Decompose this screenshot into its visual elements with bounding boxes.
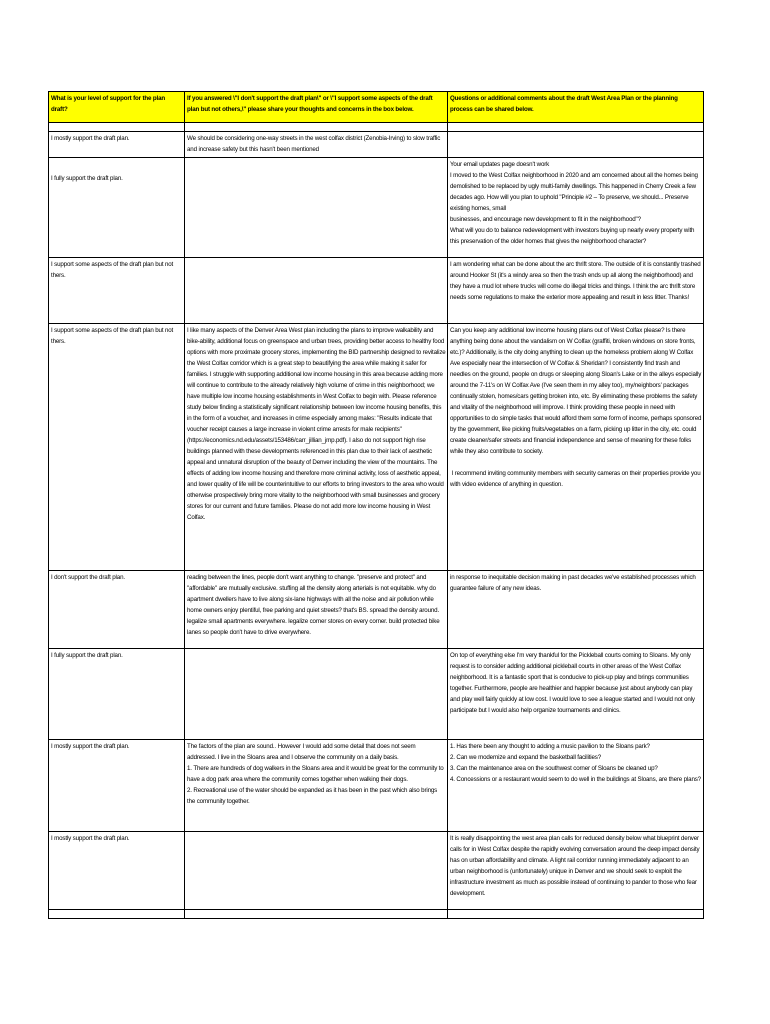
comments-cell: Your email updates page doesn't work I moved to the West Colfax neighborhood in 2020 and am concerned about all the homes being demolished to be replaced by ugly multi-family dwellings. This happened in Cherry Creek a few decades ago. How will you plan to uphold "Principle #2 – To preserve, we should... Preserve existing homes, small businesses, and encourage new development to fit in the neighborhood"? What will you do to balance redevelopment with investors buying up nearly every property with this preservation of the older homes that gives the neighborhood character? xyxy=(448,158,704,258)
header-comments: Questions or additional comments about the draft West Area Plan or the planning process can be shared below. xyxy=(448,92,704,123)
concerns-cell: reading between the lines, people don't want anything to change. "preserve and protect" and "affordable" are mutually exclusive. stuffing all the density along arterials is not equitable. why do apartment dwellers have to live along six-lane highways with all the noise and air pollution while home owners enjoy plentiful, free parking and quiet streets? that's BS. spread the density around. legalize small apartments everywhere. legalize corner stores on every corner. build protected bike lanes so people don't have to drive everywhere. xyxy=(185,571,448,649)
concerns-cell xyxy=(185,649,448,740)
table-row xyxy=(49,158,704,258)
comments-cell: Can you keep any additional low income housing plans out of West Colfax please? Is there anything being done about the vandalism on W Colfax (graffiti, broken windows on store fronts, etc.)? Additionally, is the city doing anything to clean up the homeless problem along W Colfax Ave especially near the intersection of W Colfax & Sheridan? I consistently find trash and needles on the ground, people on drugs or sleeping along Sloan's Lake or in the alleys especially around the 7-11's on W Colfax Ave (I've seen them in my alley too), my/neighbors' packages continually stolen, homes/cars getting broken into, etc. By eliminating these problems the safety and vitality of the neighborhood will improve. I think providing these people in need with opportunities to do simple tasks that would afford them some form of income, perhaps sponsored by the government, like picking fruits/vegetables on a farm, picking up litter in the city, etc. could create cleaner/safer streets and financial independence and sense of meaning for these folks while they also contribute to society. I recommend inviting community members with security cameras on their properties provide you with video evidence of anything in question. xyxy=(448,324,704,571)
table-row xyxy=(49,832,704,910)
concerns-cell: The factors of the plan are sound.. However I would add some detail that does not seem addressed. I live in the Sloans area and I observe the community on a daily basis. 1. There are hundreds of dog walkers in the Sloans area and it would be great for the community to have a dog park area where the community comes together when walking their dogs. 2. Recreational use of the water should be expanded as it has been in the past which also brings the community together. xyxy=(185,740,448,832)
table-row xyxy=(49,649,704,740)
empty-row xyxy=(49,910,704,919)
table-row xyxy=(49,740,704,832)
comments-cell xyxy=(448,132,704,158)
comments-cell: I am wondering what can be done about the arc thrift store. The outside of it is constantly trashed around Hooker St (it's a windy area so then the trash ends up all along the neighborhood) and they have a mud lot where trucks will come do illegal tricks and things. I think the arc thrift store needs some regulations to make the exterior more appealing and result in less litter. Thanks! xyxy=(448,258,704,324)
concerns-cell: We should be considering one-way streets in the west colfax district (Zenobia-Irving) to slow traffic and increase safety but this hasn't been mentioned xyxy=(185,132,448,158)
comments-cell: 1. Has there been any thought to adding a music pavilion to the Sloans park? 2. Can we modernize and expand the basketball facilities? 3. Can the maintenance area on the southwest corner of Sloans be cleaned up? 4. Concessions or a restaurant would seem to do well in the buildings at Sloans, are there plans? xyxy=(448,740,704,832)
support-cell: I mostly support the draft plan. xyxy=(49,740,185,832)
header-row xyxy=(49,92,704,123)
header-concerns: If you answered \"I don't support the draft plan\" or \"I support some aspects of the draft plan but not others,\" please share your thoughts and concerns in the box below. xyxy=(185,92,448,123)
support-cell: I mostly support the draft plan. xyxy=(49,132,185,158)
support-cell: I support some aspects of the draft plan but not thers. xyxy=(49,324,185,571)
support-cell: I support some aspects of the draft plan but not thers. xyxy=(49,258,185,324)
support-cell: I don't support the draft plan. xyxy=(49,571,185,649)
table-row xyxy=(49,571,704,649)
support-cell: I fully support the draft plan. xyxy=(49,158,185,258)
concerns-cell: I like many aspects of the Denver Area West plan including the plans to improve walkability and bike-ability, additional focus on greenspace and urban trees, providing better access to healthy food options with more proximate grocery stores, implementing the BID partnership designed to revitalize the West Colfax corridor which is a great step to beautifying the area while making it safer for families. I struggle with supporting additional low income housing in this area because adding more will continue to contribute to the already relatively high volume of crime in this neighborhood; we have multiple low income housing establishments in West Colfax to begin with. Please reference study below finding a statistically significant relationship between low income housing benefits, this in the form of a voucher, and increases in crime especially among males: "Results indicate that voucher receipt causes a large increase in violent crime arrests for male recipients" (https://economics.nd.edu/assets/153486/carr_jillian_jmp.pdf). I also do not support high rise buildings planned with these developments referenced in this plan due to their lack of aesthetic appeal and unnatural disruption of the beauty of Denver including the view of the mountains. The effects of adding low income housing and therefore more criminal activity, loss of aesthetic appeal, and lower quality of life will be counterintuitive to our efforts to bring investors to the area who would otherwise prospectively bring more vitality to the neighborhood with small businesses and grocery stores for our current and future families. Please do not add more low income housing in West Colfax. xyxy=(185,324,448,571)
header-support-level: What is your level of support for the plan draft? xyxy=(49,92,185,123)
concerns-cell xyxy=(185,258,448,324)
comments-cell: in response to inequitable decision making in past decades we've established processes which guarantee failure of any new ideas. xyxy=(448,571,704,649)
comments-cell: On top of everything else I'm very thankful for the Pickleball courts coming to Sloans. My only request is to consider adding additional pickleball courts in other areas of the West Colfax neighborhood. It is a fantastic sport that is conducive to pick-up play and brings communities together. Furthermore, people are healthier and happier because just about anybody can play and play well fairly quickly at low cost. I would love to see a league started and I would not only participate but I would also help organize tournaments and clinics. xyxy=(448,649,704,740)
table-row xyxy=(49,324,704,571)
concerns-cell xyxy=(185,832,448,910)
concerns-cell xyxy=(185,158,448,258)
support-cell: I fully support the draft plan. xyxy=(49,649,185,740)
spacer-row xyxy=(49,123,704,132)
table-row xyxy=(49,258,704,324)
comments-cell: It is really disappointing the west area plan calls for reduced density below what blueprint denver calls for in West Colfax despite the rapidly evolving conversation around the deep impact density has on urban affordability and climate. A light rail corridor running immediately adjacent to an urban neighborhood is (unfortunately) unique in Denver and we should seek to exploit the infrastructure investment as much as possible instead of continuing to pander to those who fear development. xyxy=(448,832,704,910)
feedback-table xyxy=(48,91,704,919)
table-row xyxy=(49,132,704,158)
support-cell: I mostly support the draft plan. xyxy=(49,832,185,910)
